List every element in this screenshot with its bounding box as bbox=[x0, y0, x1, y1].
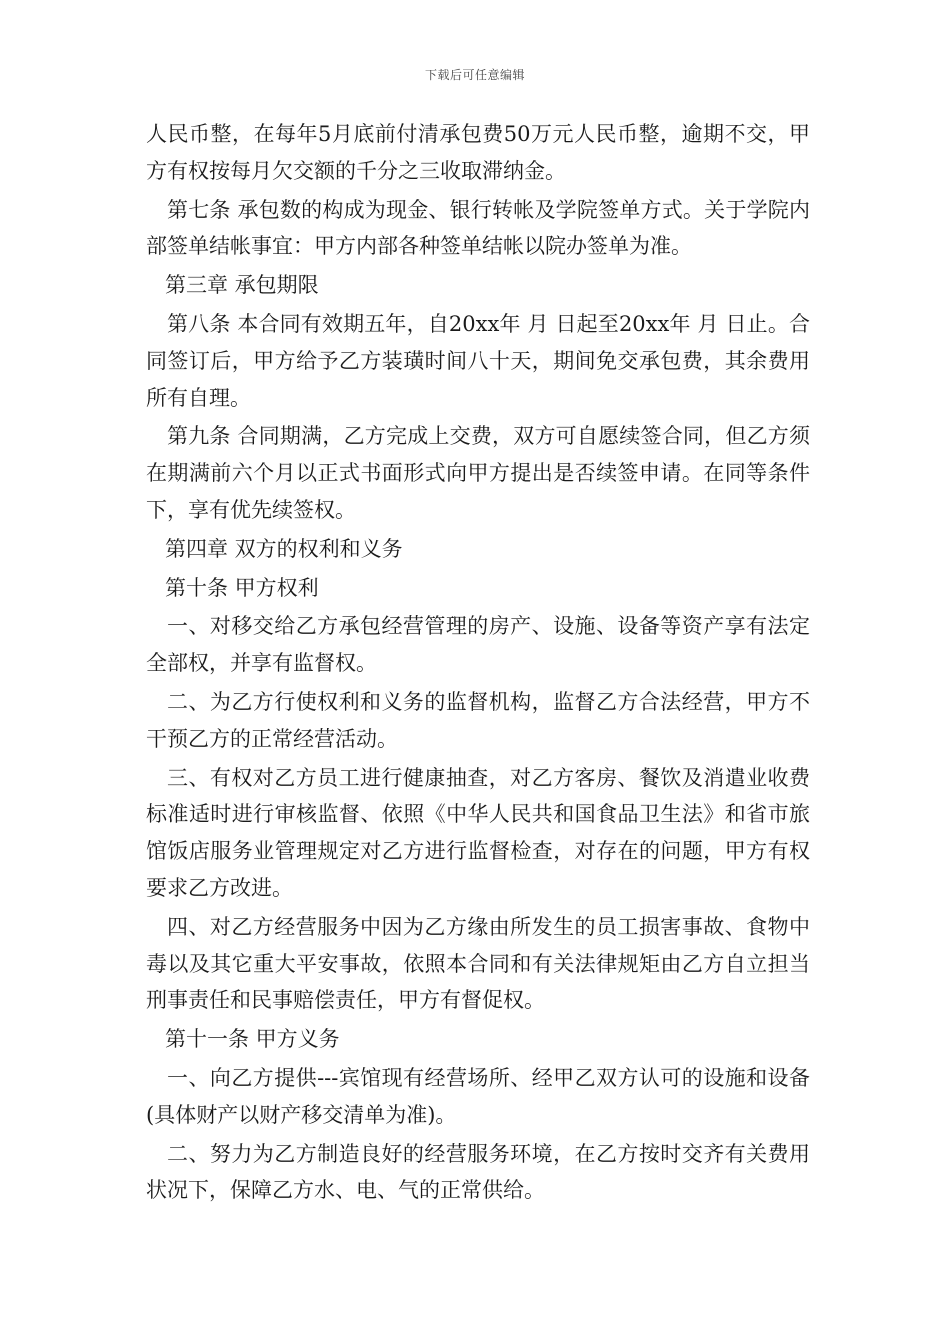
paragraph-item-3: 三、有权对乙方员工进行健康抽查，对乙方客房、餐饮及消遣业收费标准适时进行审核监督、依照《中华人民共和国食品卫生法》和省市旅馆饭店服务业管理规定对乙方进行监督检查，对存在的问题，甲方有权要求乙方改进。 bbox=[146, 765, 810, 900]
chapter-heading-3: 第三章 承包期限 bbox=[165, 273, 319, 298]
paragraph-article-7: 第七条 承包数的构成为现金、银行转帐及学院签单方式。关于学院内部签单结帐事宜：甲方内部各种签单结帐以院办签单为准。 bbox=[146, 197, 810, 259]
paragraph-article-8: 第八条 本合同有效期五年，自20xx年 月 日起至20xx年 月 日止。合同签订后，甲方给予乙方装璜时间八十天，期间免交承包费，其余费用所有自理。 bbox=[146, 311, 810, 410]
document-body bbox=[146, 116, 810, 1211]
chapter-heading-4: 第四章 双方的权利和义务 bbox=[165, 536, 403, 561]
paragraph-article-9: 第九条 合同期满，乙方完成上交费，双方可自愿续签合同，但乙方须在期满前六个月以正式书面形式向甲方提出是否续签申请。在同等条件下，享有优先续签权。 bbox=[146, 424, 810, 522]
paragraph-obligation-2: 二、努力为乙方制造良好的经营服务环境，在乙方按时交齐有关费用状况下，保障乙方水、电、气的正常供给。 bbox=[146, 1141, 810, 1203]
article-heading-10: 第十条 甲方权利 bbox=[165, 575, 319, 600]
article-heading-11: 第十一条 甲方义务 bbox=[165, 1027, 340, 1052]
page-header: 下载后可任意编辑 bbox=[424, 68, 525, 82]
paragraph-item-1: 一、对移交给乙方承包经营管理的房产、设施、设备等资产享有法定全部权，并享有监督权。 bbox=[146, 614, 810, 676]
paragraph-obligation-1: 一、向乙方提供---宾馆现有经营场所、经甲乙双方认可的设施和设备(具体财产以财产移交清单为准)。 bbox=[146, 1065, 810, 1127]
paragraph-item-2: 二、为乙方行使权利和义务的监督机构，监督乙方合法经营，甲方不干预乙方的正常经营活动。 bbox=[146, 689, 810, 751]
paragraph-continuation: 人民币整，在每年5月底前付清承包费50万元人民币整，逾期不交，甲方有权按每月欠交额的千分之三收取滞纳金。 bbox=[146, 122, 810, 183]
paragraph-item-4: 四、对乙方经营服务中因为乙方缘由所发生的员工损害事故、食物中毒以及其它重大平安事故，依照本合同和有关法律规矩由乙方自立担当刑事责任和民事赔偿责任，甲方有督促权。 bbox=[146, 914, 810, 1013]
